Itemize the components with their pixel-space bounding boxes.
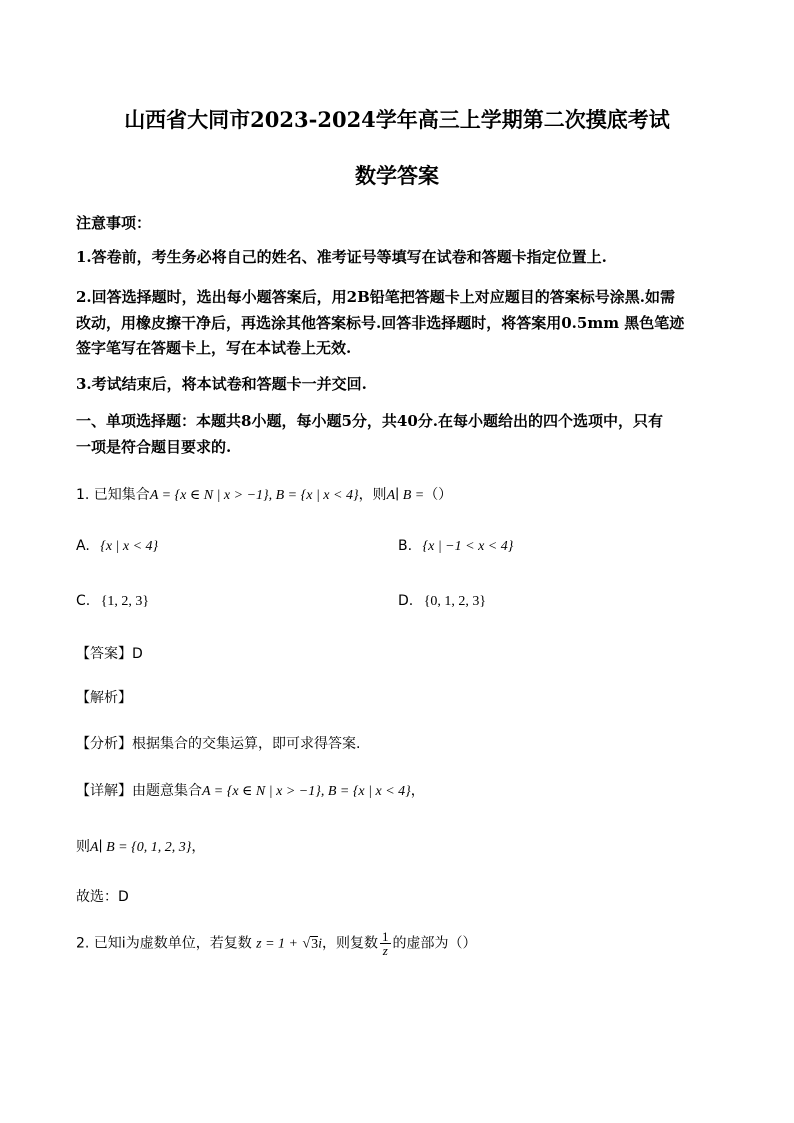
- option-d[interactable]: [398, 593, 486, 610]
- option-d-label: D.: [398, 593, 414, 609]
- question-1-mid: ，则: [358, 487, 387, 503]
- analysis-fenxi: 【分析】根据集合的交集运算，即可求得答案.: [76, 736, 361, 752]
- intersection-prefix: 则: [76, 839, 90, 855]
- option-a-label: A.: [76, 538, 90, 554]
- question-1-stem: [76, 484, 452, 504]
- page-subtitle: 数学答案: [355, 163, 439, 188]
- intersection-expression: A∣ B = {0, 1, 2, 3}: [90, 840, 192, 855]
- question-2-z-lhs: z = 1 +: [256, 936, 298, 952]
- question-1-sets: A = {x ∈ N | x > −1}, B = {x | x < 4}: [149, 488, 359, 503]
- notice-item-3: 3.考试结束后，将本试卷和答题卡一并交回.: [76, 375, 367, 393]
- sqrt-symbol: √3: [302, 936, 319, 952]
- option-c-value: {1, 2, 3}: [100, 594, 150, 609]
- option-c-label: C.: [76, 593, 91, 609]
- fraction-denominator: z: [382, 943, 388, 958]
- fraction-numerator: 1: [382, 929, 389, 944]
- question-2-prefix: 2. 已知i为虚数单位，若复数: [76, 935, 252, 952]
- conclusion: 故选：D: [76, 889, 129, 905]
- analysis-heading: 【解析】: [76, 690, 132, 706]
- detail-sets: A = {x ∈ N | x > −1}, B = {x | x < 4}: [202, 784, 411, 799]
- intersection-line: [76, 836, 205, 856]
- option-d-value: {0, 1, 2, 3}: [423, 594, 487, 609]
- question-2-mid: ，则复数: [322, 935, 379, 952]
- notice-item-2-line-1: 2.回答选择题时，选出每小题答案后，用2B铅笔把答题卡上对应题目的答案标号涂黑.如需: [76, 288, 676, 306]
- notice-item-2-line-2: 改动，用橡皮擦干净后，再选涂其他答案标号.回答非选择题时，将答案用0.5mm 黑色笔迹: [76, 314, 685, 332]
- option-b-value: {x | −1 < x < 4}: [422, 539, 514, 554]
- option-a-value: {x | x < 4}: [100, 539, 159, 554]
- question-2-stem: [76, 930, 477, 957]
- question-1-suffix: （）: [424, 487, 453, 503]
- question-1-expression: A∣ B =: [386, 488, 425, 503]
- detail-line: [76, 780, 425, 800]
- question-2-suffix: 的虚部为（）: [392, 935, 477, 952]
- section-heading-line-1: 一、单项选择题：本题共8小题，每小题5分，共40分.在每小题给出的四个选项中，只有: [76, 412, 663, 430]
- detail-prefix: 【详解】由题意集合: [76, 783, 202, 799]
- section-heading-line-2: 一项是符合题目要求的.: [76, 438, 232, 456]
- answer-label: 【答案】D: [76, 646, 143, 662]
- notice-heading: 注意事项：: [76, 214, 152, 232]
- option-a[interactable]: [76, 538, 158, 555]
- notice-item-1: 1.答卷前，考生务必将自己的姓名、准考证号等填写在试卷和答题卡指定位置上.: [76, 248, 607, 266]
- intersection-suffix: ，: [191, 839, 206, 855]
- imaginary-unit: i: [318, 936, 323, 952]
- page-title: 山西省大同市2023-2024学年高三上学期第二次摸底考试: [124, 107, 670, 132]
- detail-suffix: ，: [410, 783, 425, 799]
- option-c[interactable]: [76, 593, 149, 610]
- notice-item-2-line-3: 签字笔写在答题卡上，写在本试卷上无效.: [76, 339, 352, 357]
- question-1-prefix: 1. 已知集合: [76, 487, 150, 503]
- option-b[interactable]: [398, 538, 513, 555]
- fraction-one-over-z: [380, 930, 391, 957]
- sqrt-radicand: 3: [311, 936, 319, 952]
- option-b-label: B.: [398, 538, 413, 554]
